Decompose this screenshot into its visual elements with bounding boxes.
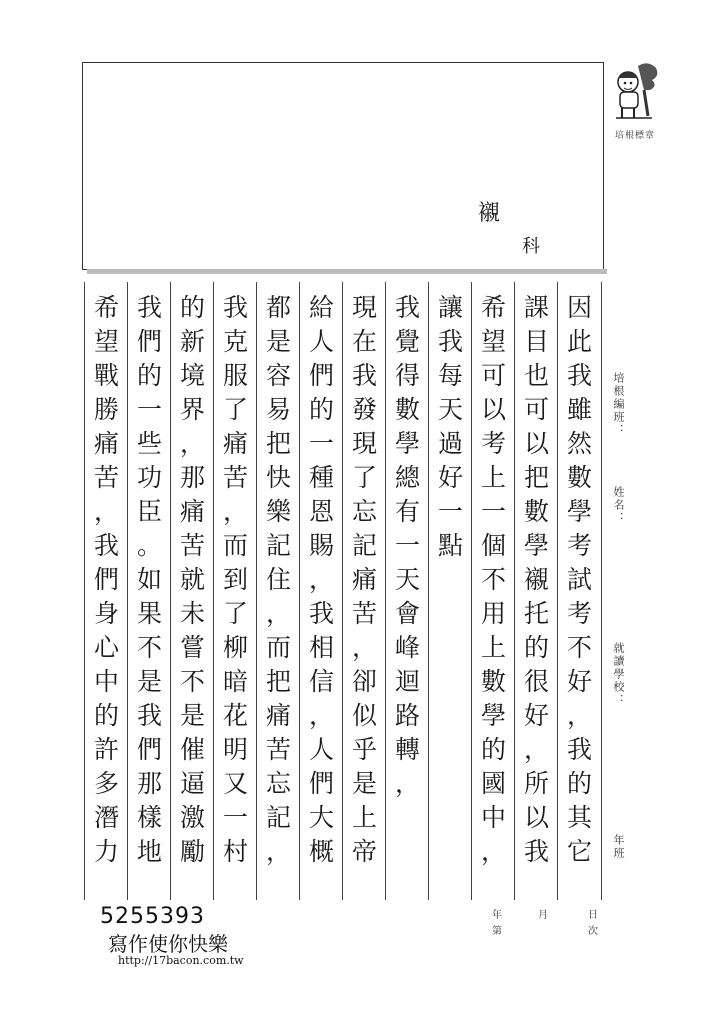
- text-char: 可: [523, 395, 549, 424]
- text-column: [385, 282, 429, 900]
- text-char: 的: [480, 735, 506, 764]
- comment-box-shadow: [87, 269, 607, 274]
- text-char: 忘: [351, 497, 377, 526]
- text-char: 是: [136, 667, 162, 696]
- text-char: 數: [566, 463, 592, 492]
- logo-caption: 培根標章: [614, 131, 655, 141]
- footer-id: 5255393: [100, 904, 205, 929]
- text-char: 功: [136, 463, 162, 492]
- text-char: 。: [136, 531, 162, 560]
- text-char: 考: [480, 429, 506, 458]
- text-char: 數: [480, 667, 506, 696]
- text-char: 快: [265, 463, 291, 492]
- text-char: 天: [437, 395, 463, 424]
- text-char: 我: [93, 531, 119, 560]
- text-char: 它: [566, 837, 592, 866]
- text-char: 似: [351, 701, 377, 730]
- text-char: 信: [308, 667, 334, 696]
- text-char: 的: [566, 769, 592, 798]
- text-char: 給: [308, 293, 334, 322]
- text-char: 以: [523, 429, 549, 458]
- text-char: 有: [394, 497, 420, 526]
- text-char: 大: [308, 803, 334, 832]
- text-char: 每: [437, 361, 463, 390]
- text-column: [213, 282, 257, 900]
- text-char: 托: [523, 599, 549, 628]
- text-column: [84, 282, 128, 900]
- text-char: 是: [265, 327, 291, 356]
- text-char: 苦: [179, 531, 205, 560]
- text-char: 不: [179, 667, 205, 696]
- text-char: 苦: [351, 599, 377, 628]
- text-char: 因: [566, 293, 592, 322]
- side-label-school: 就讀學校：: [612, 642, 625, 707]
- text-char: ，: [308, 701, 334, 730]
- text-char: 把: [523, 463, 549, 492]
- text-char: 一: [308, 429, 334, 458]
- text-char: 村: [222, 837, 248, 866]
- text-char: 痛: [265, 701, 291, 730]
- text-char: 而: [265, 633, 291, 662]
- bottom-label-day: 日: [588, 910, 598, 921]
- text-char: 希: [480, 293, 506, 322]
- text-char: ，: [179, 429, 205, 458]
- text-char: 學: [394, 429, 420, 458]
- text-char: 個: [480, 531, 506, 560]
- text-char: 就: [179, 565, 205, 594]
- manuscript-grid: [84, 282, 600, 900]
- text-char: 嘗: [179, 633, 205, 662]
- text-char: 迴: [394, 667, 420, 696]
- side-label-grade: 年班: [612, 834, 625, 860]
- text-char: 境: [179, 361, 205, 390]
- text-char: 然: [566, 429, 592, 458]
- text-char: 花: [222, 701, 248, 730]
- text-char: 考: [566, 531, 592, 560]
- text-char: 如: [136, 565, 162, 594]
- text-char: 一: [437, 497, 463, 526]
- text-char: 乎: [351, 735, 377, 764]
- cartoon-kid-icon: [608, 60, 660, 124]
- text-char: 卻: [351, 667, 377, 696]
- text-char: 中: [93, 667, 119, 696]
- text-char: 試: [566, 565, 592, 594]
- text-char: 點: [437, 531, 463, 560]
- text-char: 的: [523, 633, 549, 662]
- text-char: ，: [265, 599, 291, 628]
- text-char: 們: [93, 565, 119, 594]
- text-column: [170, 282, 214, 900]
- text-char: 也: [523, 361, 549, 390]
- text-char: 苦: [222, 463, 248, 492]
- text-char: 恩: [308, 497, 334, 526]
- bottom-label-ci: 次: [588, 926, 598, 937]
- text-char: 我: [523, 837, 549, 866]
- text-char: ，: [523, 735, 549, 764]
- text-char: 過: [437, 429, 463, 458]
- text-column: [471, 282, 515, 900]
- text-char: 雖: [566, 395, 592, 424]
- text-char: 把: [265, 667, 291, 696]
- text-char: 了: [351, 463, 377, 492]
- text-char: 們: [308, 769, 334, 798]
- text-char: 們: [308, 361, 334, 390]
- text-char: 好: [437, 463, 463, 492]
- text-char: 些: [136, 429, 162, 458]
- text-char: 數: [394, 395, 420, 424]
- text-char: 激: [179, 803, 205, 832]
- text-char: 了: [222, 599, 248, 628]
- text-char: 記: [351, 531, 377, 560]
- text-column: [428, 282, 472, 900]
- text-char: 轉: [394, 735, 420, 764]
- text-char: 都: [265, 293, 291, 322]
- text-char: 好: [566, 667, 592, 696]
- footer-motto: 寫作使你快樂: [108, 932, 228, 956]
- text-char: 中: [480, 803, 506, 832]
- text-char: 潛: [93, 803, 119, 832]
- text-char: 的: [308, 395, 334, 424]
- side-label-program: 培根編班：: [612, 372, 625, 437]
- side-label-name: 姓名：: [612, 486, 625, 525]
- text-char: 種: [308, 463, 334, 492]
- comment-mark-2: 科: [522, 236, 540, 257]
- text-char: 樣: [136, 803, 162, 832]
- text-char: 勵: [179, 837, 205, 866]
- text-char: ，: [566, 701, 592, 730]
- text-char: ，: [93, 497, 119, 526]
- text-char: 一: [222, 803, 248, 832]
- text-char: 克: [222, 327, 248, 356]
- text-char: 以: [523, 803, 549, 832]
- text-char: 覺: [394, 327, 420, 356]
- text-char: 那: [179, 463, 205, 492]
- text-char: 會: [394, 599, 420, 628]
- text-char: 用: [480, 599, 506, 628]
- text-char: 容: [265, 361, 291, 390]
- text-column: [557, 282, 602, 900]
- text-char: 人: [308, 327, 334, 356]
- text-char: 是: [351, 769, 377, 798]
- text-char: 天: [394, 565, 420, 594]
- text-char: 多: [93, 769, 119, 798]
- text-char: 人: [308, 735, 334, 764]
- text-char: 痛: [222, 429, 248, 458]
- text-char: 心: [93, 633, 119, 662]
- text-char: 讓: [437, 293, 463, 322]
- text-char: 希: [93, 293, 119, 322]
- text-char: 逼: [179, 769, 205, 798]
- comment-mark-1: 襯: [478, 201, 501, 226]
- text-char: 是: [179, 701, 205, 730]
- text-char: 的: [179, 293, 205, 322]
- text-char: 苦: [93, 463, 119, 492]
- footer-url[interactable]: http://17bacon.com.tw: [118, 954, 244, 967]
- text-char: 界: [179, 395, 205, 424]
- text-char: 痛: [93, 429, 119, 458]
- text-char: 上: [480, 633, 506, 662]
- text-char: ，: [480, 837, 506, 866]
- text-char: ，: [351, 633, 377, 662]
- text-char: 可: [480, 361, 506, 390]
- text-char: 臣: [136, 497, 162, 526]
- text-char: 把: [265, 429, 291, 458]
- text-char: 不: [136, 633, 162, 662]
- text-column: [342, 282, 386, 900]
- text-char: 以: [480, 395, 506, 424]
- text-char: 概: [308, 837, 334, 866]
- text-char: 記: [265, 531, 291, 560]
- text-char: 們: [136, 735, 162, 764]
- text-char: 果: [136, 599, 162, 628]
- text-column: [299, 282, 343, 900]
- text-column: [514, 282, 558, 900]
- text-char: 戰: [93, 361, 119, 390]
- text-char: 了: [222, 395, 248, 424]
- text-char: 上: [480, 463, 506, 492]
- text-char: 其: [566, 803, 592, 832]
- text-char: 住: [265, 565, 291, 594]
- text-column: [256, 282, 300, 900]
- text-char: 我: [136, 293, 162, 322]
- text-char: 我: [566, 735, 592, 764]
- text-char: 勝: [93, 395, 119, 424]
- text-char: 力: [93, 837, 119, 866]
- text-column: [127, 282, 171, 900]
- text-char: 路: [394, 701, 420, 730]
- text-char: 考: [566, 599, 592, 628]
- text-char: 在: [351, 327, 377, 356]
- text-char: ，: [394, 769, 420, 798]
- text-char: 目: [523, 327, 549, 356]
- text-char: 那: [136, 769, 162, 798]
- text-char: 學: [566, 497, 592, 526]
- text-char: 賜: [308, 531, 334, 560]
- text-char: 服: [222, 361, 248, 390]
- text-char: 暗: [222, 667, 248, 696]
- text-char: 地: [136, 837, 162, 866]
- bottom-label-year: 年: [492, 910, 502, 921]
- text-char: 此: [566, 327, 592, 356]
- text-char: 課: [523, 293, 549, 322]
- text-char: 樂: [265, 497, 291, 526]
- text-char: 許: [93, 735, 119, 764]
- text-char: 我: [136, 701, 162, 730]
- text-char: 們: [136, 327, 162, 356]
- text-char: 痛: [179, 497, 205, 526]
- text-char: 所: [523, 769, 549, 798]
- text-char: 學: [480, 701, 506, 730]
- text-char: 新: [179, 327, 205, 356]
- text-char: 一: [480, 497, 506, 526]
- text-char: 易: [265, 395, 291, 424]
- text-char: 現: [351, 429, 377, 458]
- text-char: 現: [351, 293, 377, 322]
- text-char: 的: [93, 701, 119, 730]
- text-char: 國: [480, 769, 506, 798]
- text-char: 發: [351, 395, 377, 424]
- text-char: 不: [566, 633, 592, 662]
- text-char: 身: [93, 599, 119, 628]
- bottom-label-month: 月: [538, 910, 548, 921]
- text-char: ，: [222, 497, 248, 526]
- text-char: 到: [222, 565, 248, 594]
- text-char: 記: [265, 803, 291, 832]
- text-char: 我: [351, 361, 377, 390]
- text-char: ，: [265, 837, 291, 866]
- text-char: 很: [523, 667, 549, 696]
- text-char: 不: [480, 565, 506, 594]
- text-char: 我: [566, 361, 592, 390]
- bottom-label-di: 第: [492, 926, 502, 937]
- text-char: 我: [308, 599, 334, 628]
- text-char: 痛: [351, 565, 377, 594]
- text-char: 一: [394, 531, 420, 560]
- text-char: 好: [523, 701, 549, 730]
- text-char: 我: [222, 293, 248, 322]
- text-char: 數: [523, 497, 549, 526]
- text-char: 柳: [222, 633, 248, 662]
- text-char: 未: [179, 599, 205, 628]
- text-char: 峰: [394, 633, 420, 662]
- text-char: 催: [179, 735, 205, 764]
- text-char: 苦: [265, 735, 291, 764]
- text-char: 總: [394, 463, 420, 492]
- text-char: 得: [394, 361, 420, 390]
- text-char: 帝: [351, 837, 377, 866]
- text-char: 相: [308, 633, 334, 662]
- text-char: 又: [222, 769, 248, 798]
- text-char: ，: [308, 565, 334, 594]
- text-char: 襯: [523, 565, 549, 594]
- text-char: 忘: [265, 769, 291, 798]
- text-char: 的: [136, 361, 162, 390]
- text-char: 而: [222, 531, 248, 560]
- text-char: 明: [222, 735, 248, 764]
- text-char: 望: [93, 327, 119, 356]
- text-char: 望: [480, 327, 506, 356]
- text-char: 我: [437, 327, 463, 356]
- text-char: 一: [136, 395, 162, 424]
- text-char: 上: [351, 803, 377, 832]
- text-char: 學: [523, 531, 549, 560]
- text-char: 我: [394, 293, 420, 322]
